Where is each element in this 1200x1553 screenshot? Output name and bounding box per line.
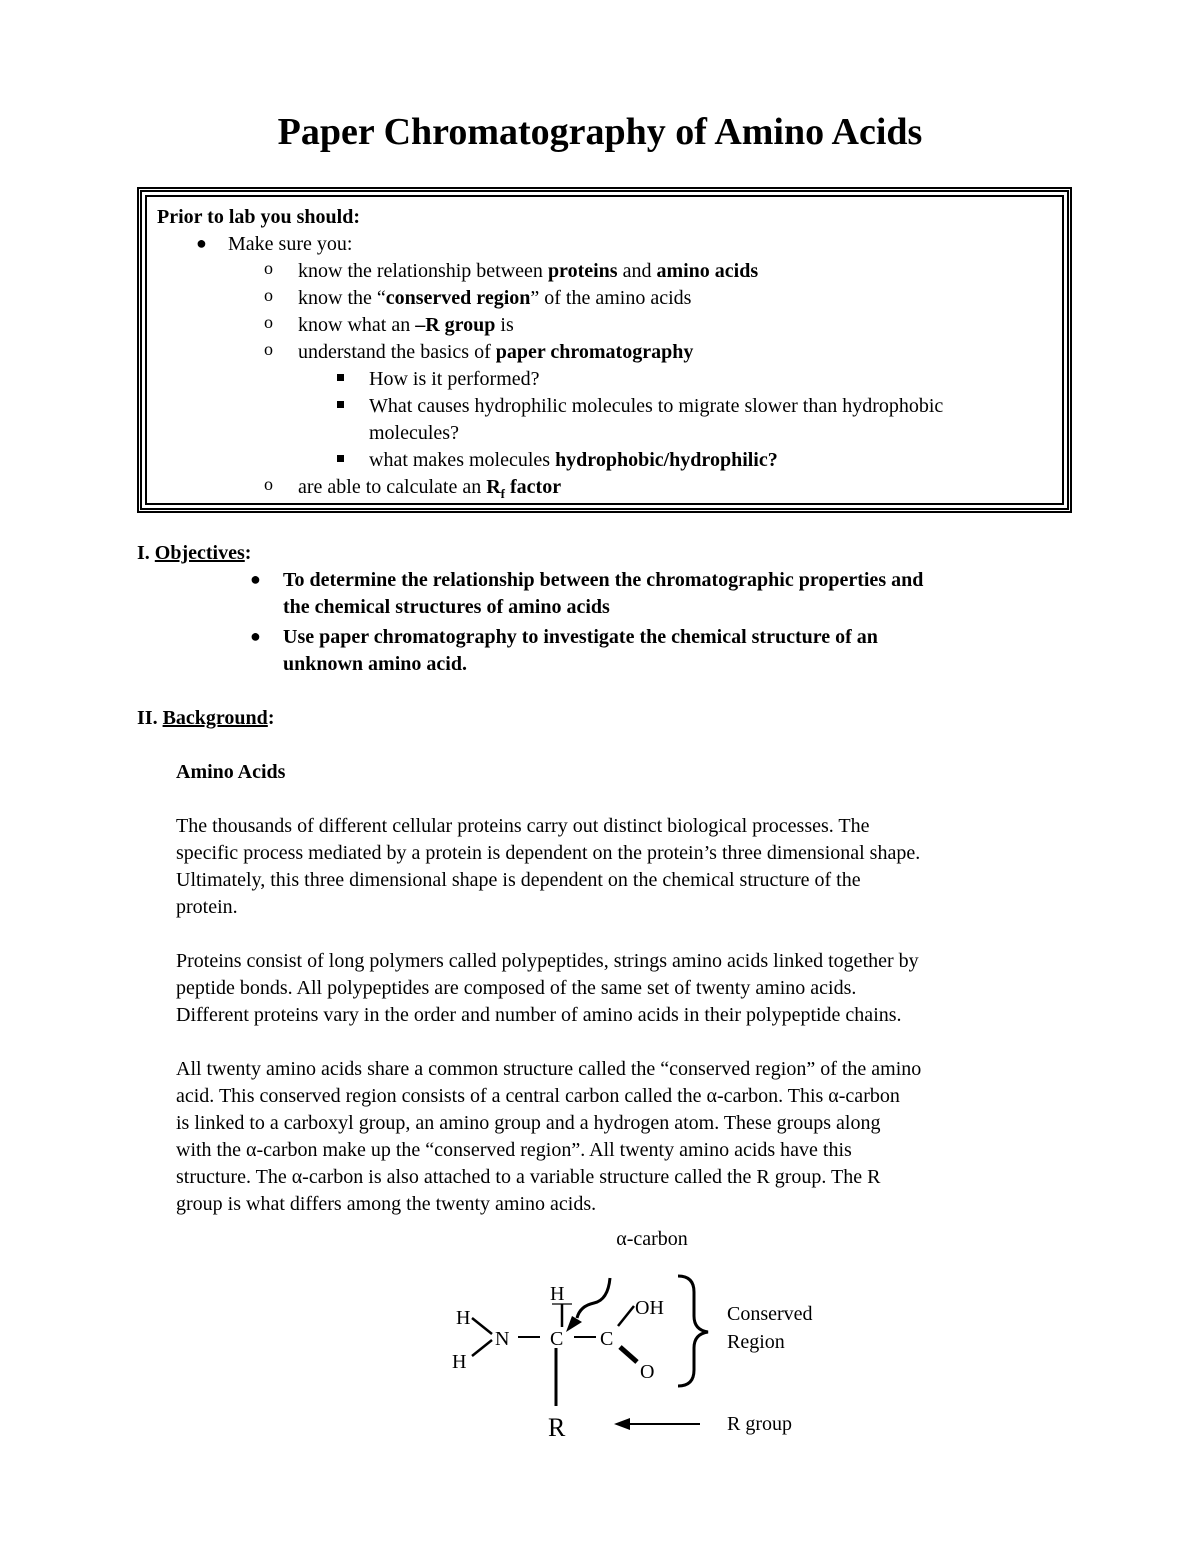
paragraph-3 (176, 1056, 1076, 1218)
conserved-label-line-2: Region (727, 1331, 785, 1353)
oxygen: O (640, 1361, 655, 1383)
r-group-label: R group (727, 1413, 792, 1435)
prior-sub-2-line-2: molecules? (369, 422, 459, 444)
sub3-text-a: what makes molecules (369, 449, 556, 471)
prior-sub-1: How is it performed? (369, 368, 540, 390)
objective-2-line-2: unknown amino acid. (283, 653, 467, 675)
page-title: Paper Chromatography of Amino Acids (277, 111, 923, 153)
hydrogen-top: H (550, 1283, 565, 1305)
objective-1-line-2: the chemical structures of amino acids (283, 596, 610, 618)
bond-h-n-top (472, 1318, 492, 1334)
conserved-label-line-1: Conserved (727, 1303, 813, 1325)
circle-marker-icon: o (264, 474, 273, 494)
paragraph-line: The thousands of different cellular proteins carry out distinct biological processes. The (176, 815, 870, 837)
background-title: Background (162, 707, 268, 729)
paragraph-line: acid. This conserved region consists of a central carbon called the α-carbon. This α-carbon (176, 1085, 900, 1107)
paragraph-line: structure. The α-carbon is also attached to a variable structure called the R group. The R (176, 1166, 881, 1188)
background-colon: : (267, 707, 275, 729)
item3-text-a: know what an (298, 314, 416, 336)
square-bullet-icon (337, 455, 344, 462)
bond-h-n-bottom (472, 1340, 492, 1356)
item3-text-c: is (495, 314, 514, 336)
bullet-dot-icon: ● (196, 233, 207, 253)
objectives-heading (137, 540, 251, 567)
carboxyl-carbon: C (600, 1328, 614, 1350)
alpha-pointer-arrowhead (566, 1316, 582, 1332)
circle-marker-icon: o (264, 312, 273, 332)
prior-item-1 (298, 258, 758, 285)
bullet-dot-icon: ● (250, 569, 261, 589)
background-heading (137, 705, 274, 732)
prior-item-4 (298, 339, 693, 366)
square-bullet-icon (337, 401, 344, 408)
item1-amino-acids: amino acids (656, 260, 759, 282)
prior-bullet: Make sure you: (228, 233, 353, 255)
paragraph-line: protein. (176, 896, 238, 918)
circle-marker-icon: o (264, 339, 273, 359)
conserved-brace (678, 1276, 708, 1386)
hydrogen-left-top: H (456, 1307, 471, 1329)
prior-heading: Prior to lab you should: (157, 206, 360, 228)
prior-sub-2-line-1: What causes hydrophilic molecules to migrate slower than hydrophobic (369, 395, 944, 417)
alpha-carbon: C (550, 1328, 564, 1350)
bullet-dot-icon: ● (250, 626, 261, 646)
objective-1-line-1: To determine the relationship between the chromatographic properties and (283, 569, 924, 591)
item4-paper-chromatography: paper chromatography (495, 341, 694, 363)
item5-r: R (486, 476, 501, 498)
prior-item-3 (298, 312, 514, 339)
prior-item-2 (298, 285, 691, 312)
item4-text-a: understand the basics of (298, 341, 496, 363)
item2-text-c: ” of the amino acids (530, 287, 692, 309)
nitrogen: N (495, 1328, 510, 1350)
paragraph-line: Ultimately, this three dimensional shape is dependent on the chemical structure of the (176, 869, 861, 891)
item2-text-a: know the “ (298, 287, 386, 309)
paragraph-line: All twenty amino acids share a common structure called the “conserved region” of the amino (176, 1058, 922, 1080)
paragraph-line: specific process mediated by a protein is dependent on the protein’s three dimensional shape. (176, 842, 921, 864)
item1-text-a: know the relationship between (298, 260, 548, 282)
item5-factor: factor (505, 476, 562, 498)
paragraph-line: peptide bonds. All polypeptides are composed of the same set of twenty amino acids. (176, 977, 857, 999)
alpha-carbon-label: α-carbon (616, 1228, 688, 1250)
sub3-hydrophobic: hydrophobic/hydrophilic? (555, 449, 778, 471)
circle-marker-icon: o (264, 285, 273, 305)
background-numeral: II. (137, 707, 163, 729)
item5-text-a: are able to calculate an (298, 476, 487, 498)
amino-acid-structure-diagram (0, 1220, 1200, 1460)
item3-r-group: –R group (415, 314, 496, 336)
paragraph-line: is linked to a carboxyl group, an amino group and a hydrogen atom. These groups along (176, 1112, 881, 1134)
item1-proteins: proteins (547, 260, 618, 282)
r-group-symbol: R (548, 1413, 566, 1442)
item1-text-c: and (617, 260, 657, 282)
circle-marker-icon: o (264, 258, 273, 278)
double-bond-c-o (620, 1347, 637, 1362)
objectives-numeral: I. (137, 542, 155, 564)
objectives-colon: : (244, 542, 252, 564)
alpha-pointer-curve (577, 1278, 610, 1318)
amino-acids-subheading: Amino Acids (176, 761, 286, 783)
prior-sub-3 (369, 447, 778, 474)
bond-c-oh (618, 1306, 634, 1326)
paragraph-2 (176, 948, 1076, 1029)
item2-conserved-region: conserved region (385, 287, 531, 309)
r-group-arrowhead (614, 1418, 630, 1430)
hydrogen-left-bottom: H (452, 1351, 467, 1373)
paragraph-line: Different proteins vary in the order and number of amino acids in their polypeptide chains. (176, 1004, 902, 1026)
objective-2-line-1: Use paper chromatography to investigate the chemical structure of an (283, 626, 878, 648)
paragraph-line: group is what differs among the twenty amino acids. (176, 1193, 597, 1215)
hydroxyl: OH (635, 1297, 664, 1319)
square-bullet-icon (337, 374, 344, 381)
paragraph-1 (176, 813, 1076, 921)
item5-subscript: f (500, 486, 506, 501)
objectives-title: Objectives (154, 542, 245, 564)
paragraph-line: Proteins consist of long polymers called polypeptides, strings amino acids linked together by (176, 950, 919, 972)
prior-item-5 (298, 474, 561, 507)
paragraph-line: with the α-carbon make up the “conserved region”. All twenty amino acids have this (176, 1139, 852, 1161)
